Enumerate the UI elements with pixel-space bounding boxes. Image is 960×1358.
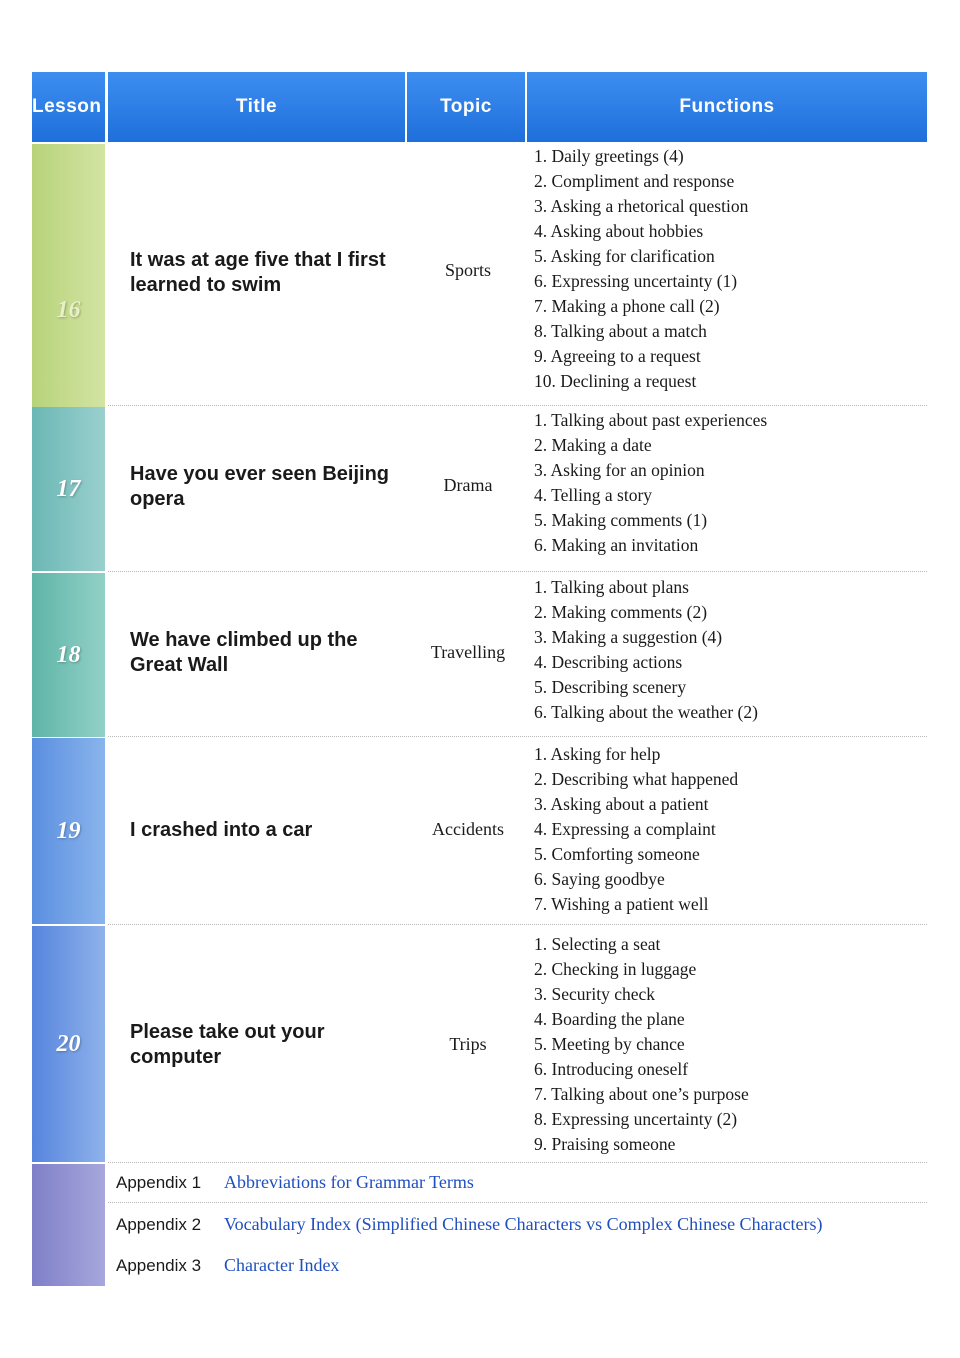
lesson-number-20: 20 [32, 926, 105, 1162]
function-item: 4. Telling a story [534, 485, 653, 505]
appendix-link[interactable]: Vocabulary Index (Simplified Chinese Characters vs Complex Chinese Characters) [224, 1214, 823, 1234]
lesson-title: Have you ever seen Beijing opera [130, 463, 390, 510]
function-item: 4. Describing actions [534, 652, 683, 672]
appendix-label: Appendix 1 [116, 1173, 202, 1192]
header-topic: Topic [407, 72, 525, 142]
row-divider [108, 1202, 927, 1203]
function-list [534, 408, 767, 558]
function-item: 4. Boarding the plane [534, 1009, 685, 1029]
function-item: 8. Expressing uncertainty (2) [534, 1109, 738, 1129]
function-item: 5. Asking for clarification [534, 246, 715, 266]
function-item: 4. Expressing a complaint [534, 819, 716, 839]
function-item: 1. Asking for help [534, 744, 661, 764]
row-divider [108, 571, 927, 572]
lesson-title: Please take out your computer [130, 1021, 325, 1068]
row-divider [108, 1162, 927, 1163]
function-item: 3. Security check [534, 984, 655, 1004]
lesson-title: I crashed into a car [130, 819, 313, 841]
appendix-1 [116, 1172, 474, 1193]
lesson-number-16: 16 [32, 144, 105, 477]
function-list [534, 742, 738, 917]
lesson-topic: Trips [449, 1034, 487, 1054]
lesson-number-17: 17 [32, 407, 105, 571]
function-item: 1. Talking about plans [534, 577, 689, 597]
function-item: 3. Asking a rhetorical question [534, 196, 749, 216]
header-title: Title [108, 72, 405, 142]
function-item: 6. Talking about the weather (2) [534, 702, 758, 722]
function-item: 2. Compliment and response [534, 171, 735, 191]
function-list [534, 575, 758, 725]
function-item: 6. Expressing uncertainty (1) [534, 271, 738, 291]
lesson-topic: Sports [444, 260, 491, 280]
function-item: 6. Saying goodbye [534, 869, 665, 889]
lesson-number-18: 18 [32, 573, 105, 737]
function-item: 3. Asking about a patient [534, 794, 709, 814]
function-item: 2. Checking in luggage [534, 959, 697, 979]
function-item: 2. Making a date [534, 435, 652, 455]
function-list [534, 932, 749, 1157]
row-divider [108, 736, 927, 737]
function-item: 3. Making a suggestion (4) [534, 627, 723, 647]
function-item: 1. Talking about past experiences [534, 410, 768, 430]
function-item: 5. Comforting someone [534, 844, 700, 864]
function-item: 5. Making comments (1) [534, 510, 708, 530]
header-lesson: Lesson [32, 72, 105, 142]
function-list [534, 144, 748, 394]
function-item: 4. Asking about hobbies [534, 221, 704, 241]
appendix-link[interactable]: Abbreviations for Grammar Terms [224, 1172, 474, 1192]
function-item: 9. Praising someone [534, 1134, 676, 1154]
appendix-3 [116, 1255, 339, 1276]
lesson-number-19: 19 [32, 738, 105, 924]
appendix-link[interactable]: Character Index [224, 1255, 340, 1275]
appendix-2 [116, 1214, 823, 1235]
function-item: 6. Making an invitation [534, 535, 699, 555]
function-item: 3. Asking for an opinion [534, 460, 705, 480]
lesson-topic: Accidents [432, 819, 504, 839]
header-functions: Functions [527, 72, 927, 142]
function-item: 8. Talking about a match [534, 321, 707, 341]
lesson-title: It was at age five that I first learned to swim [130, 249, 386, 296]
function-item: 7. Talking about one’s purpose [534, 1084, 749, 1104]
function-item: 1. Daily greetings (4) [534, 146, 684, 166]
function-item: 2. Making comments (2) [534, 602, 708, 622]
appendix-label: Appendix 2 [116, 1215, 202, 1234]
row-divider [108, 405, 927, 406]
lesson-title: We have climbed up the Great Wall [130, 629, 358, 676]
function-item: 2. Describing what happened [534, 769, 739, 789]
appendix-label: Appendix 3 [116, 1256, 202, 1275]
row-divider [108, 924, 927, 925]
function-item: 5. Describing scenery [534, 677, 687, 697]
function-item: 5. Meeting by chance [534, 1034, 685, 1054]
function-item: 1. Selecting a seat [534, 934, 661, 954]
function-item: 7. Wishing a patient well [534, 894, 709, 914]
lesson-topic: Drama [443, 475, 493, 495]
lesson-topic: Travelling [430, 642, 506, 662]
function-item: 7. Making a phone call (2) [534, 296, 720, 316]
function-item: 9. Agreeing to a request [534, 346, 701, 366]
appendix-strip [32, 1164, 105, 1286]
function-item: 6. Introducing oneself [534, 1059, 689, 1079]
function-item: 10. Declining a request [534, 371, 697, 391]
